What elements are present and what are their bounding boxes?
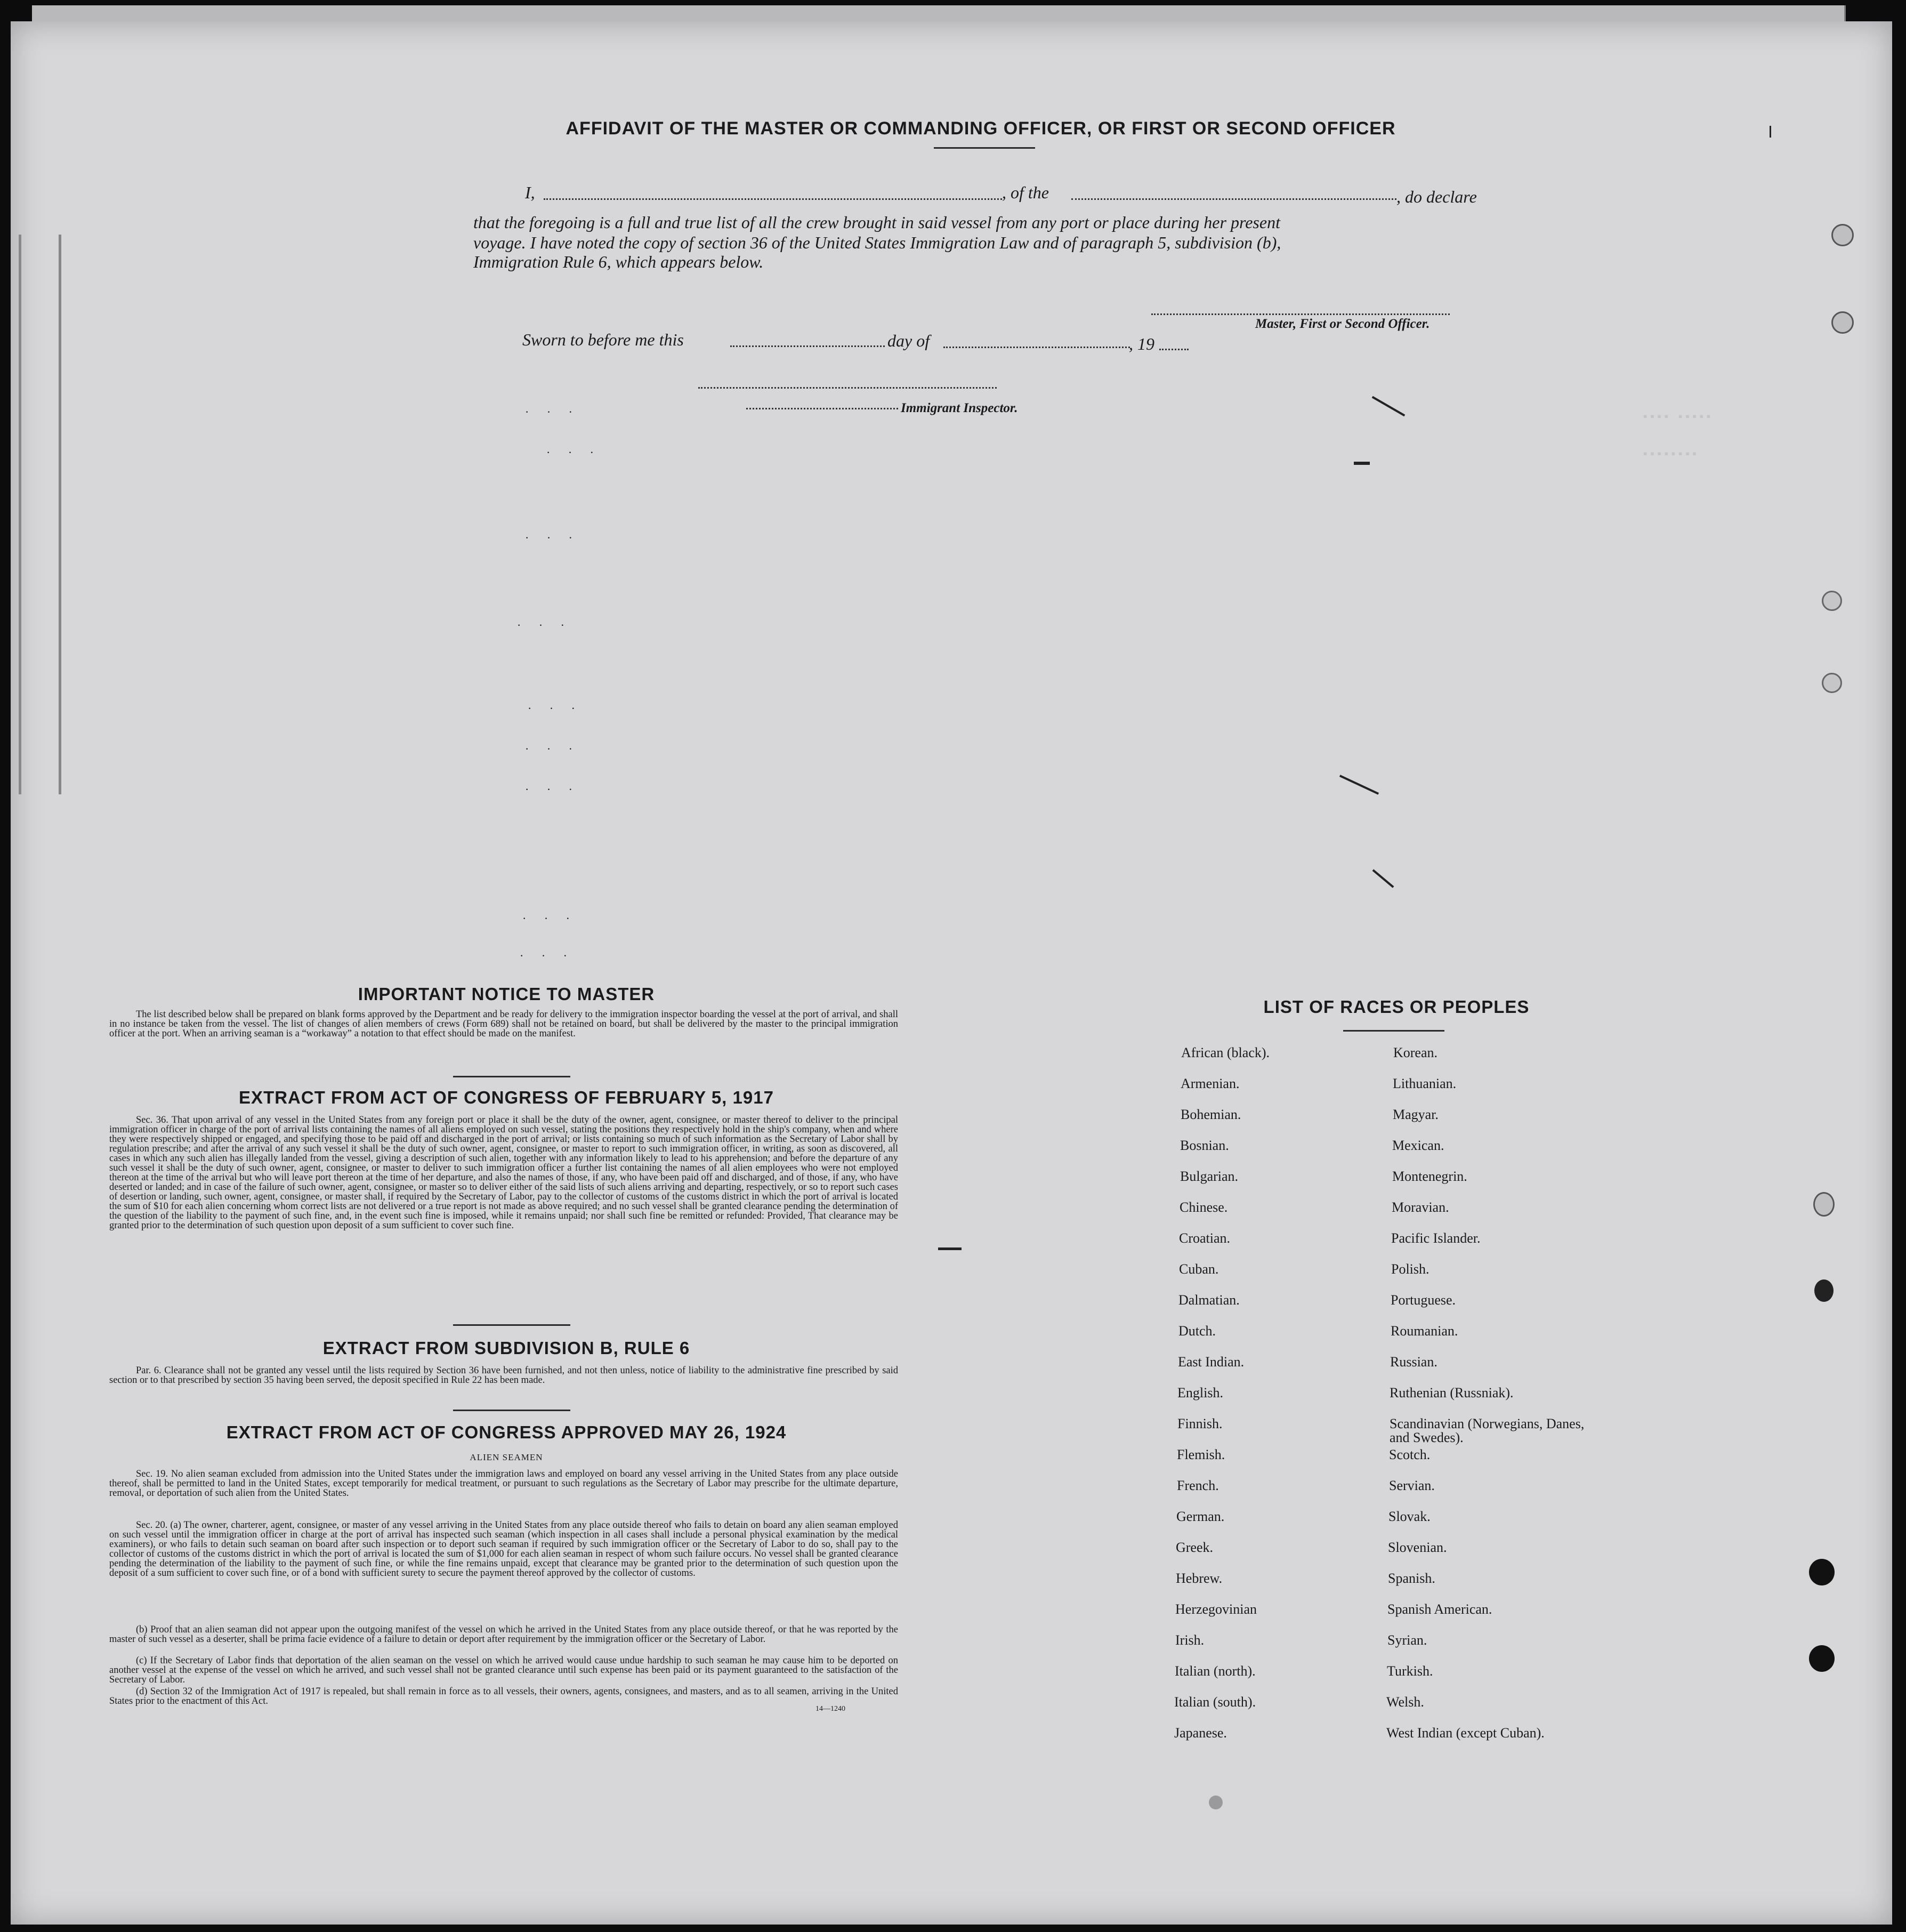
extract-1924-sec20d: (d) Section 32 of the Immigration Act of 1917 is repealed, but shall remain in force as to all vessels, their owners, agents, consignees, and masters, and as to all seamen, arriving in the United States prior to the enactment of this Act.: [109, 1686, 898, 1706]
race-item: Portuguese.: [1391, 1292, 1456, 1308]
extract-1924-sec20c: (c) If the Secretary of Labor finds that deportation of the alien seaman on the vessel on which he arrived would cause undue hardship to such seaman he may cause him to be deported on another vessel at the expense of the vessel on which he arrived, and such vessel shall not be granted clearance until such expense has been paid or its payment guaranteed to the satisfaction of the Secretary of Labor.: [109, 1655, 898, 1685]
stray-dots: · · ·: [525, 531, 580, 544]
rule-6-heading: EXTRACT FROM SUBDIVISION B, RULE 6: [322, 1338, 690, 1358]
stray-pencil-mark: [938, 1247, 962, 1250]
race-item: Japanese.: [1174, 1725, 1227, 1741]
race-item: Bulgarian.: [1180, 1169, 1239, 1184]
binder-hole: [1831, 224, 1854, 246]
race-item: Bosnian.: [1180, 1138, 1229, 1153]
race-item: Spanish American.: [1387, 1601, 1492, 1617]
stray-dots: · · ·: [517, 618, 572, 632]
race-item: Servian.: [1389, 1478, 1435, 1493]
name-blank: [544, 198, 1002, 200]
declaration-line-4: Immigration Rule 6, which appears below.: [473, 252, 764, 271]
binder-hole: [1814, 1279, 1834, 1302]
form-number: 14—1240: [815, 1705, 845, 1713]
section-rule: [453, 1410, 570, 1411]
races-rule: [1343, 1030, 1444, 1032]
notice-body: The list described below shall be prepared on blank forms approved by the Department and be ready for delivery to the immigration inspector boarding the vessel at the port of arrival, and shall in no instance be taken from the vessel. The list of changes of alien members of crews (Form 689) shall not be retained on board, but shall be delivered by the master to the principal immigration officer at the port. When an arriving seaman is a “workaway” a notation to that effect should be made on the manifest.: [109, 1009, 898, 1039]
alien-seamen-subheading: ALIEN SEAMEN: [470, 1452, 543, 1462]
binder-hole: [1809, 1645, 1835, 1672]
race-item: Moravian.: [1392, 1200, 1449, 1215]
stray-dots: · · ·: [525, 405, 580, 418]
race-item: Cuban.: [1179, 1261, 1219, 1277]
extract-1917-heading: EXTRACT FROM ACT OF CONGRESS OF FEBRUARY 5, 1917: [239, 1088, 774, 1107]
race-item: Roumanian.: [1391, 1323, 1458, 1339]
stray-dots: · · ·: [528, 702, 583, 715]
race-item: Irish.: [1175, 1632, 1205, 1648]
stray-dots: · · ·: [525, 783, 580, 796]
inspector-line: [746, 408, 898, 409]
rule-6-body: Par. 6. Clearance shall not be granted any vessel until the lists required by Section 36 have been furnished, and not then unless, notice of liability to the administrative fine prescribed by said section or to that prescribed by section 35 having been served, the deposit specified in Rule 22 has been made.: [109, 1365, 898, 1386]
race-item: Dutch.: [1178, 1323, 1216, 1339]
race-item: Armenian.: [1181, 1076, 1240, 1091]
stray-dots: · · ·: [546, 446, 601, 459]
month-blank: [943, 347, 1130, 348]
declaration-i: I,: [525, 183, 535, 202]
paper-blemish: [1209, 1796, 1223, 1809]
race-item: Scandinavian (Norwegians, Danes, and Swedes).: [1390, 1416, 1585, 1445]
year-prefix: , 19: [1129, 334, 1154, 353]
race-item: Ruthenian (Russniak).: [1390, 1385, 1514, 1400]
race-item: Lithuanian.: [1393, 1076, 1457, 1091]
race-item: Syrian.: [1387, 1632, 1427, 1648]
race-item: Spanish.: [1388, 1571, 1435, 1586]
race-item: Chinese.: [1180, 1200, 1228, 1215]
race-item: Pacific Islander.: [1391, 1230, 1481, 1246]
race-item: East Indian.: [1178, 1354, 1245, 1370]
declaration-line-3: voyage. I have noted the copy of section 36 of the United States Immigration Law and of paragraph 5, subdivision (b),: [473, 233, 1281, 252]
extract-1917-body: Sec. 36. That upon arrival of any vessel in the United States from any foreign port or place it shall be the duty of the owner, agent, consignee, or master thereof to deliver to the principal immigration officer in charge of the port of arrival lists containing the names of all aliens employed on such vessel, stating the positions they respectively hold in the ship's company, when and where they were respectively shipped or engaged, and specifying those to be paid off and discharged in the port of arrival; or lists containing so much of such information as the Secretary of Labor shall by regulation prescribe; and after the arrival of any such vessel it shall be the duty of such owner, agent, consignee, or master to report to such immigration officer, in writing, as soon as discovered, all cases in which any such alien has illegally landed from the vessel, giving a description of such alien, together with any information likely to lead to his apprehension; and before the departure of any such vessel it shall be the duty of such owner, agent, consignee, or master to deliver to such immigration officer a further list containing the names of all alien employees who were not employed thereon at the time of the arrival but who will leave port thereon at the time of her departure, and also the names of those, if any, who have been paid off and discharged, and of those, if any, who have deserted or landed; and in case of the failure of such owner, agent, consignee, or master so to deliver either of the said lists of such aliens arriving and departing, respectively, or so to report such cases of desertion or landing, such owner, agent, consignee, or master shall, if required by the Secretary of Labor, pay to the collector of customs of the customs district in which the port of arrival is located the sum of $10 for each alien concerning whom correct lists are not delivered or a true report is not made as above required; and no such vessel shall be granted clearance pending the determination of the question of the liability to the payment of such fine, and, in the event such fine is imposed, while it remains unpaid; nor shall such fine be remitted or refunded: Provided, That clearance may be granted prior to the determination of such question upon deposit of a sum sufficient to cover such fine.: [109, 1115, 898, 1231]
race-item: Finnish.: [1177, 1416, 1223, 1431]
extract-1924-sec20a: Sec. 20. (a) The owner, charterer, agent, consignee, or master of any vessel arriving in the United States from any place outside thereof who fails to detain on board any alien seaman employed on such vessel until the immigration officer in charge at the port of arrival has inspected such seaman (which inspection in all cases shall include a personal physical examination by the medical examiners), or who fails to detain such seaman on board after such inspection or to deport such seaman if required by such immigration officer or the Secretary of Labor to do so, shall pay to the collector of customs of the customs district in which the port of arrival is located the sum of $1,000 for each alien seaman in respect of whom such failure occurs. No vessel shall be granted clearance pending the determination of the liability to the payment of such fine, or while the fine remains unpaid, except that clearance may be granted prior to the determination of such question upon the deposit of a sum sufficient to cover such fine, or of a bond with sufficient surety to secure the payment thereof approved by the collector of customs.: [109, 1520, 898, 1579]
binder-hole: [1813, 1192, 1835, 1217]
race-item: Korean.: [1393, 1045, 1438, 1060]
day-blank: [730, 345, 885, 347]
race-item: Polish.: [1391, 1261, 1430, 1277]
race-item: English.: [1177, 1385, 1223, 1400]
race-item: Montenegrin.: [1392, 1169, 1467, 1184]
race-item: Russian.: [1390, 1354, 1437, 1370]
sworn-text: Sworn to before me this: [522, 330, 684, 349]
bleed-through-text: ▪▪▪▪ ▪▪▪▪▪: [1642, 410, 1713, 424]
race-item: West Indian (except Cuban).: [1386, 1725, 1545, 1741]
year-blank: [1159, 349, 1189, 350]
inspector-line-upper: [698, 387, 997, 389]
race-item: Slovak.: [1388, 1509, 1431, 1524]
day-of-text: day of: [887, 331, 930, 350]
race-item: Flemish.: [1177, 1447, 1225, 1462]
bleed-through-text: ▪▪▪▪▪▪▪▪: [1642, 448, 1698, 461]
race-item: Bohemian.: [1181, 1107, 1241, 1122]
race-item: Greek.: [1176, 1540, 1214, 1555]
master-signature-line: [1151, 313, 1450, 315]
section-rule: [453, 1076, 570, 1077]
binder-hole: [1822, 673, 1842, 693]
race-item: Mexican.: [1392, 1138, 1444, 1153]
extract-1924-sec19: Sec. 19. No alien seaman excluded from admission into the United States under the immigration laws and employed on board any vessel arriving in the United States from any place outside thereof, shall be permitted to land in the United States, except temporarily for medical treatment, or pursuant to such regulations as the Secretary of Labor may prescribe for the ultimate departure, removal, or deportation of such alien from the United States.: [109, 1469, 898, 1499]
binder-hole: [1822, 591, 1842, 611]
race-item: Dalmatian.: [1178, 1292, 1240, 1308]
declaration-declare: , do declare: [1396, 187, 1477, 206]
race-item: Slovenian.: [1388, 1540, 1447, 1555]
race-item: Magyar.: [1393, 1107, 1439, 1122]
race-item: Croatian.: [1179, 1230, 1231, 1246]
inspector-caption: Immigrant Inspector.: [901, 401, 1018, 415]
race-item: Scotch.: [1389, 1447, 1431, 1462]
race-item: Turkish.: [1387, 1663, 1433, 1679]
affidavit-title: AFFIDAVIT OF THE MASTER OR COMMANDING OFFICER, OR FIRST OR SECOND OFFICER: [566, 118, 1396, 139]
race-item: African (black).: [1181, 1045, 1270, 1060]
section-rule: [453, 1324, 570, 1326]
race-item: Italian (south).: [1174, 1694, 1256, 1710]
race-item: Italian (north).: [1175, 1663, 1256, 1679]
stray-pencil-mark: [1354, 462, 1370, 465]
notice-heading: IMPORTANT NOTICE TO MASTER: [358, 984, 655, 1004]
vessel-blank: [1071, 198, 1396, 200]
binder-hole: [1809, 1559, 1835, 1585]
master-caption: Master, First or Second Officer.: [1255, 317, 1430, 331]
extract-1924-heading: EXTRACT FROM ACT OF CONGRESS APPROVED MAY 26, 1924: [226, 1422, 787, 1442]
race-item: Hebrew.: [1176, 1571, 1223, 1586]
stray-pencil-mark: [1770, 126, 1771, 138]
stray-dots: · · ·: [522, 912, 577, 925]
extract-1924-sec20b: (b) Proof that an alien seaman did not appear upon the outgoing manifest of the vessel on which he arrived in the United States from any place outside thereof, or that he was reported by the master of such vessel as a deserter, shall be prima facie evidence of a failure to detain or deport after requirement by the immigration officer or the Secretary of Labor.: [109, 1624, 898, 1645]
race-item: Welsh.: [1386, 1694, 1424, 1710]
race-item: Herzegovinian: [1175, 1601, 1257, 1617]
bleed-through-marks: [19, 235, 61, 794]
stray-dots: · · ·: [520, 949, 575, 962]
stray-dots: · · ·: [525, 742, 580, 755]
title-rule: [934, 147, 1035, 149]
races-heading: LIST OF RACES OR PEOPLES: [1263, 997, 1530, 1017]
race-item: German.: [1176, 1509, 1225, 1524]
race-item: French.: [1177, 1478, 1219, 1493]
declaration-of-the: , of the: [1002, 183, 1049, 202]
binder-hole: [1831, 311, 1854, 334]
declaration-line-2: that the foregoing is a full and true list of all the crew brought in said vessel from any port or place during her present: [473, 213, 1280, 232]
